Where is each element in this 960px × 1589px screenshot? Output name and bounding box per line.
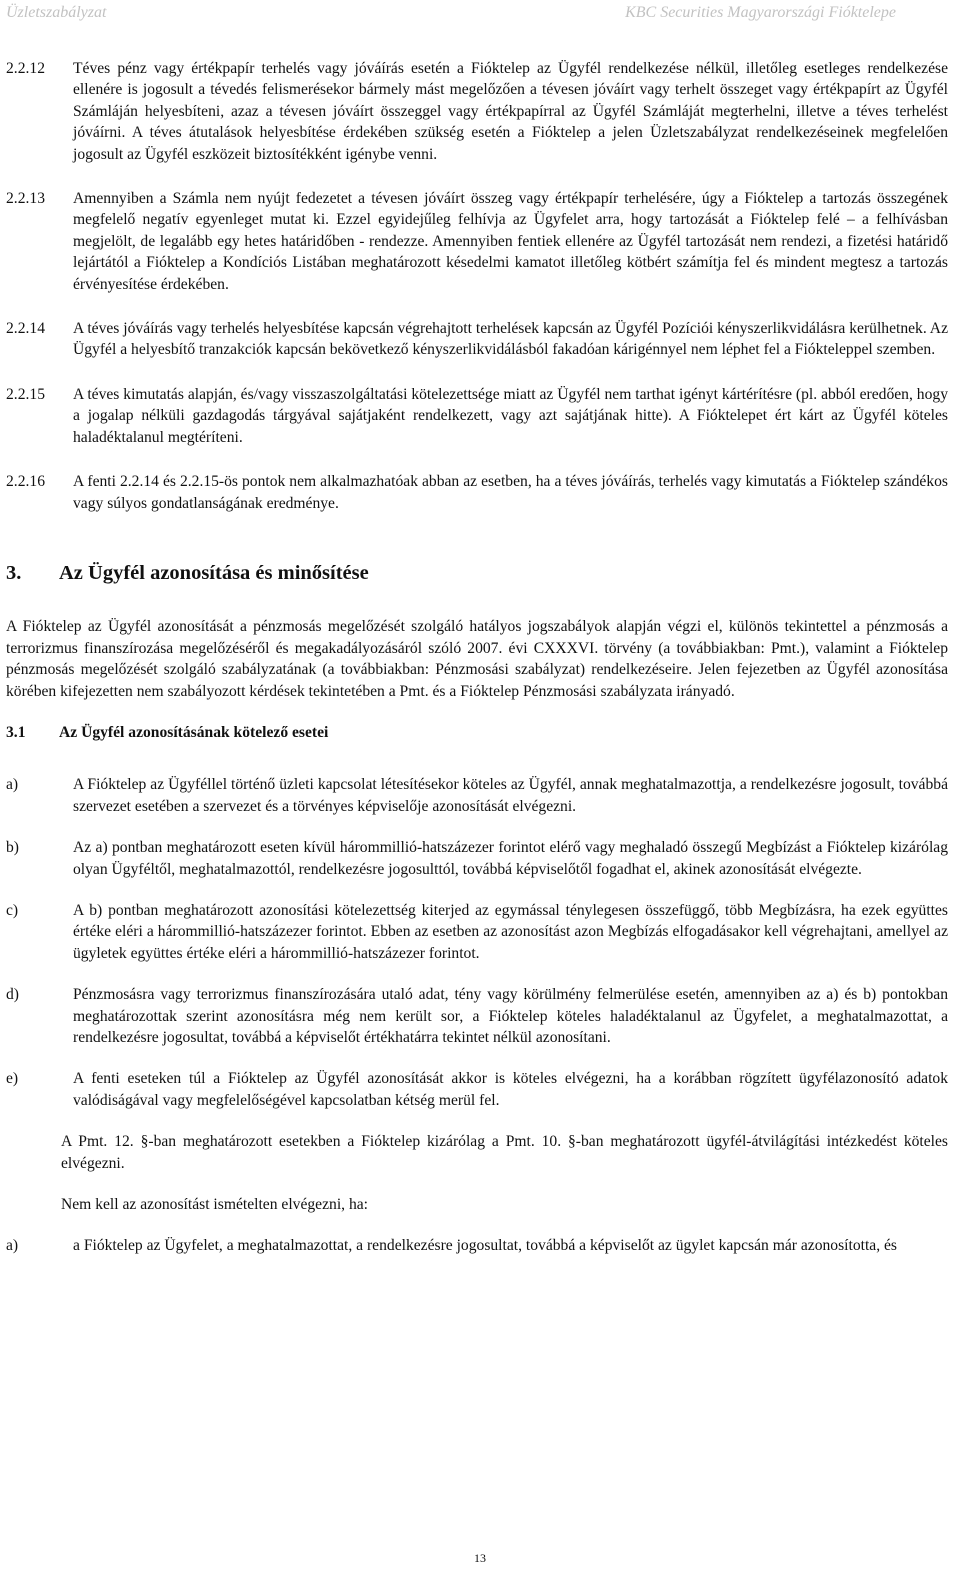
paragraph-number: 2.2.12 xyxy=(6,60,45,77)
list-item xyxy=(6,774,948,817)
paragraph-2-2-15 xyxy=(6,384,948,448)
subsection-heading xyxy=(6,722,948,743)
paragraph-2-2-12 xyxy=(6,58,948,165)
note-paragraph: A Pmt. 12. §-ban meghatározott esetekben a Fióktelep kizárólag a Pmt. 10. §-ban meghatározott ügyfél-átvilágítási intézkedést köteles elvégezni. xyxy=(61,1133,948,1172)
list-item xyxy=(6,984,948,1048)
paragraph-number: 2.2.15 xyxy=(6,385,45,403)
list-item xyxy=(6,1235,948,1256)
list-item-label: a) xyxy=(6,776,19,794)
list-item-label: a) xyxy=(6,1237,19,1255)
paragraph-number: 2.2.16 xyxy=(6,473,45,491)
paragraph-text: Téves pénz vagy értékpapír terhelés vagy jóváírás esetén a Fióktelep az Ügyfél rendelkezése nélkül, illetőleg esetleges rendelkezése ellenére is jogosult a tévedés felismerésekor bármely mást megelőzően a tévesen jóváírt vagy terhelt összeget vagy értékpapírt az Ügyfél Számláján helyesbíteni, azaz a tévesen jóváírt összeggel vagy értékpapírral az Ügyfél Számláját megterhelni, illetve a téves terhelést jóváírni. A téves átutalások helyesbítése érdekében szükség esetén a Fióktelep a jelen Üzletszabályzat rendelkezéseinek megfelelően jogosult az Ügyfél eszközeit biztosítékként igénybe venni. xyxy=(73,60,948,163)
list-item xyxy=(6,837,948,880)
paragraph-text: Amennyiben a Számla nem nyújt fedezetet a tévesen jóváírt összeg vagy értékpapír terhelésére, úgy a Fióktelep a tartozás összegének megfelelő negatív egyenleget mutat ki. Ezzel egyidejűleg felhívja az Ügyfelet arra, hogy tartozását a Fióktelep felé – a felhívásban megjelölt, de legalább egy hetes határidőben - rendezze. Amennyiben fentiek ellenére az Ügyfél tartozását nem rendezi, a fizetési határidő lejártától a Fióktelep a Kondíciós Listában meghatározott késedelmi kamatot illetőleg kötbért számítja fel és mindent megtesz a tartozás érvényesítése érdekében. xyxy=(73,190,948,293)
subsection-number: 3.1 xyxy=(6,723,26,741)
paragraph-2-2-14 xyxy=(6,318,948,361)
list-item-text: a Fióktelep az Ügyfelet, a meghatalmazottat, a rendelkezésre jogosultat, továbbá a képviselőt az ügylet kapcsán már azonosította, és xyxy=(73,1237,897,1255)
list-item-label: c) xyxy=(6,901,19,919)
header-title: Üzletszabályzat xyxy=(6,4,107,21)
list-item xyxy=(6,900,948,964)
list-item-label: d) xyxy=(6,986,19,1004)
list-item xyxy=(6,1068,948,1111)
paragraph-2-2-16 xyxy=(6,471,948,514)
paragraph-number: 2.2.14 xyxy=(6,320,45,338)
section-title: Az Ügyfél azonosítása és minősítése xyxy=(59,561,369,584)
paragraph-text: A téves jóváírás vagy terhelés helyesbítése kapcsán végrehajtott terhelések kapcsán az Ügyfél Pozíciói kényszerlikvidálásra kerülhetnek. Az Ügyfél a helyesbítő tranzakciók kapcsán bekövetkező kényszerlikvidálásból fakadóan kárigénnyel nem léphet fel a Fiókteleppel szemben. xyxy=(73,320,948,359)
note-paragraph: Nem kell az azonosítást ismételten elvégezni, ha: xyxy=(61,1196,368,1214)
list-item-text: Pénzmosásra vagy terrorizmus finanszírozására utaló adat, tény vagy körülmény felmerülése esetén, amennyiben az a) és b) pontokban meghatározottak szerint azonosításra még nem került sor, a Fióktelep köteles haladéktalanul az Ügyfelet, a meghatalmazottat, a rendelkezésre jogosultat, továbbá a képviselőt értékhatárra tekintet nélkül azonosítani. xyxy=(73,986,948,1046)
section-number: 3. xyxy=(6,561,22,584)
list-item-label: e) xyxy=(6,1070,19,1088)
section-heading xyxy=(6,563,948,584)
paragraph-text: A fenti 2.2.14 és 2.2.15-ös pontok nem alkalmazhatóak abban az esetben, ha a téves jóváírás, terhelés vagy kimutatás a Fióktelep szándékos vagy súlyos gondatlanságának eredménye. xyxy=(73,473,948,512)
document-body xyxy=(6,58,948,1277)
list-item-text: A fenti eseteken túl a Fióktelep az Ügyfél azonosítását akkor is köteles elvégezni, ha a korábban rögzített ügyfélazonosító adatok valódiságával vagy megfelelőségével kapcsolatban kétség merül fel. xyxy=(73,1070,948,1109)
list-item-text: Az a) pontban meghatározott eseten kívül hárommillió-hatszázezer forintot elérő vagy meghaladó összegű Megbízást a Fióktelep kizárólag olyan Ügyféltől, meghatalmazottól, rendelkezésre jogosulttól, továbbá képviselőtől fogadhat el, akinek azonosítását elvégezte. xyxy=(73,839,948,878)
list-item-label: b) xyxy=(6,839,19,857)
paragraph-number: 2.2.13 xyxy=(6,190,45,208)
paragraph-2-2-13 xyxy=(6,188,948,295)
list-item-text: A Fióktelep az Ügyféllel történő üzleti kapcsolat létesítésekor köteles az Ügyfél, annak meghatalmazottja, a rendelkezésre jogosult, továbbá szervezet esetében a szervezet és a törvényes képviselője azonosítását elvégezni. xyxy=(73,776,948,815)
list-item-text: A b) pontban meghatározott azonosítási kötelezettség kiterjed az egymással ténylegesen összefüggő, több Megbízásra, ha ezek együttes értéke eléri a hárommillió-hatszázezer forintot. Ebben az esetben az azonosítást azon Megbízás elfogadásakor kell végrehajtani, amellyel az ügyletek együttes értéke eléri a hárommillió-hatszázezer forintot. xyxy=(73,901,948,962)
subsection-title: Az Ügyfél azonosításának kötelező esetei xyxy=(59,723,329,741)
page-number: 13 xyxy=(474,1551,486,1565)
section-intro: A Fióktelep az Ügyfél azonosítását a pénzmosás megelőzését szolgáló hatályos jogszabályok alapján végzi el, különös tekintettel a pénzmosás a terrorizmus finanszírozása megelőzéséről és megakadályozásáról szóló 2007. évi CXXXVI. törvény (a továbbiakban: Pmt.), valamint a Fióktelep pénzmosás megelőzését szolgáló szabályzatának (a továbbiakban: Pénzmosási szabályzat) rendelkezéseire. Jelen fejezetben az Ügyfél azonosítása körében kifejezetten nem szabályozott kérdések tekintetében a Pmt. és a Fióktelep Pénzmosási szabályzata irányadó. xyxy=(6,618,948,700)
header-company: KBC Securities Magyarországi Fióktelepe xyxy=(625,4,896,21)
paragraph-text: A téves kimutatás alapján, és/vagy visszaszolgáltatási kötelezettsége miatt az Ügyfél nem tarthat igényt kártérítésre (pl. abból eredően, hogy a jogalap nélküli gazdagodás tárgyával sajátjaként rendelkezett, vagy azt sajátjának hitte). A Fióktelepet ért kárt az Ügyfél köteles haladéktalanul megtéríteni. xyxy=(73,385,948,446)
